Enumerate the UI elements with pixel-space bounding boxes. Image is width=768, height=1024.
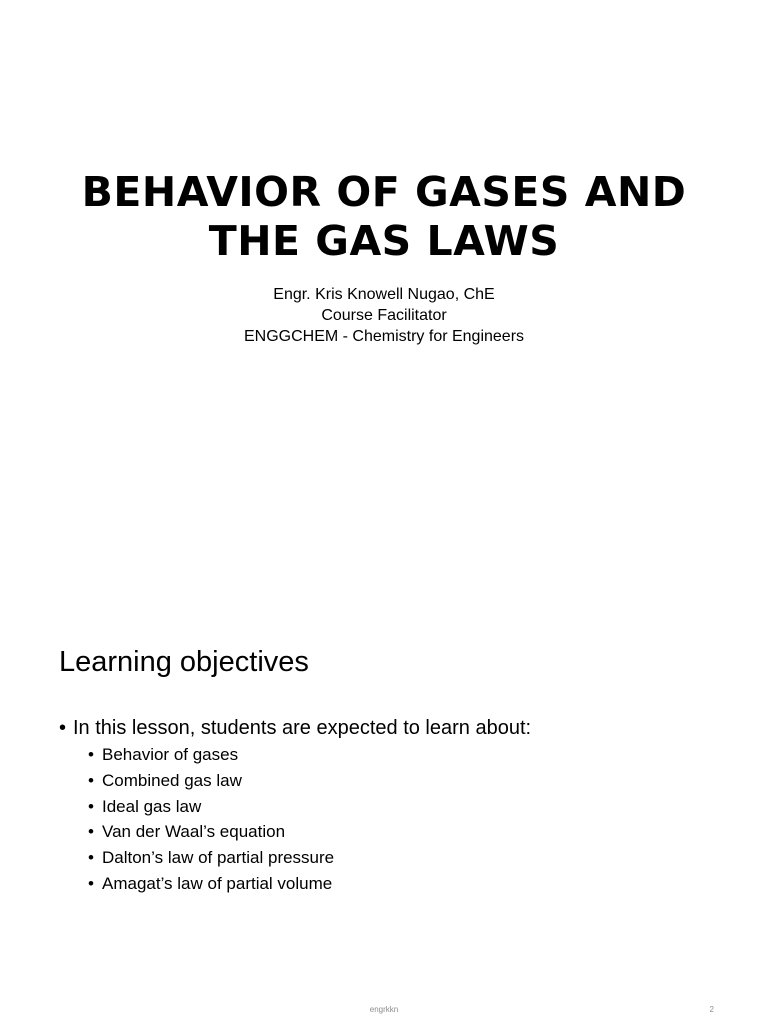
- title-line-1: BEHAVIOR OF GASES AND: [81, 168, 687, 216]
- list-item: [88, 742, 334, 768]
- slide-footer: engrkkn: [369, 1005, 399, 1014]
- bullet-icon: •: [88, 745, 94, 764]
- title-line-2: THE GAS LAWS: [208, 217, 560, 265]
- list-item-text: Ideal gas law: [102, 796, 202, 816]
- bullet-icon: •: [59, 717, 67, 739]
- bullet-icon: •: [88, 848, 94, 868]
- list-item: [88, 819, 334, 845]
- course-name: ENGGCHEM - Chemistry for Engineers: [243, 328, 525, 345]
- author-role: Course Facilitator: [321, 307, 447, 324]
- bullet-icon: •: [88, 770, 94, 790]
- list-item-text: Amagat’s law of partial volume: [102, 873, 333, 893]
- list-item: [88, 794, 334, 820]
- list-item-text: Dalton’s law of partial pressure: [102, 848, 335, 868]
- bullet-icon: •: [88, 796, 94, 816]
- page-number: 2: [709, 1005, 714, 1014]
- bullet-icon: •: [88, 822, 94, 842]
- slide-subtitle: [0, 284, 768, 347]
- list-item: [88, 845, 334, 871]
- slide-learning-objectives: [0, 512, 768, 1024]
- slide-title-heading: [0, 168, 768, 266]
- objectives-list: [88, 742, 334, 897]
- intro-bullet: [59, 715, 531, 741]
- author-name: Engr. Kris Knowell Nugao, ChE: [273, 286, 495, 303]
- bullet-icon: •: [88, 873, 94, 893]
- list-item-text: Behavior of gases: [102, 745, 239, 764]
- list-item: [88, 768, 334, 794]
- list-item-text: Van der Waal’s equation: [102, 822, 286, 842]
- list-item: [88, 871, 334, 897]
- list-item-text: Combined gas law: [102, 770, 242, 790]
- slide-heading: Learning objectives: [59, 646, 309, 678]
- intro-text: In this lesson, students are expected to learn about:: [73, 717, 532, 739]
